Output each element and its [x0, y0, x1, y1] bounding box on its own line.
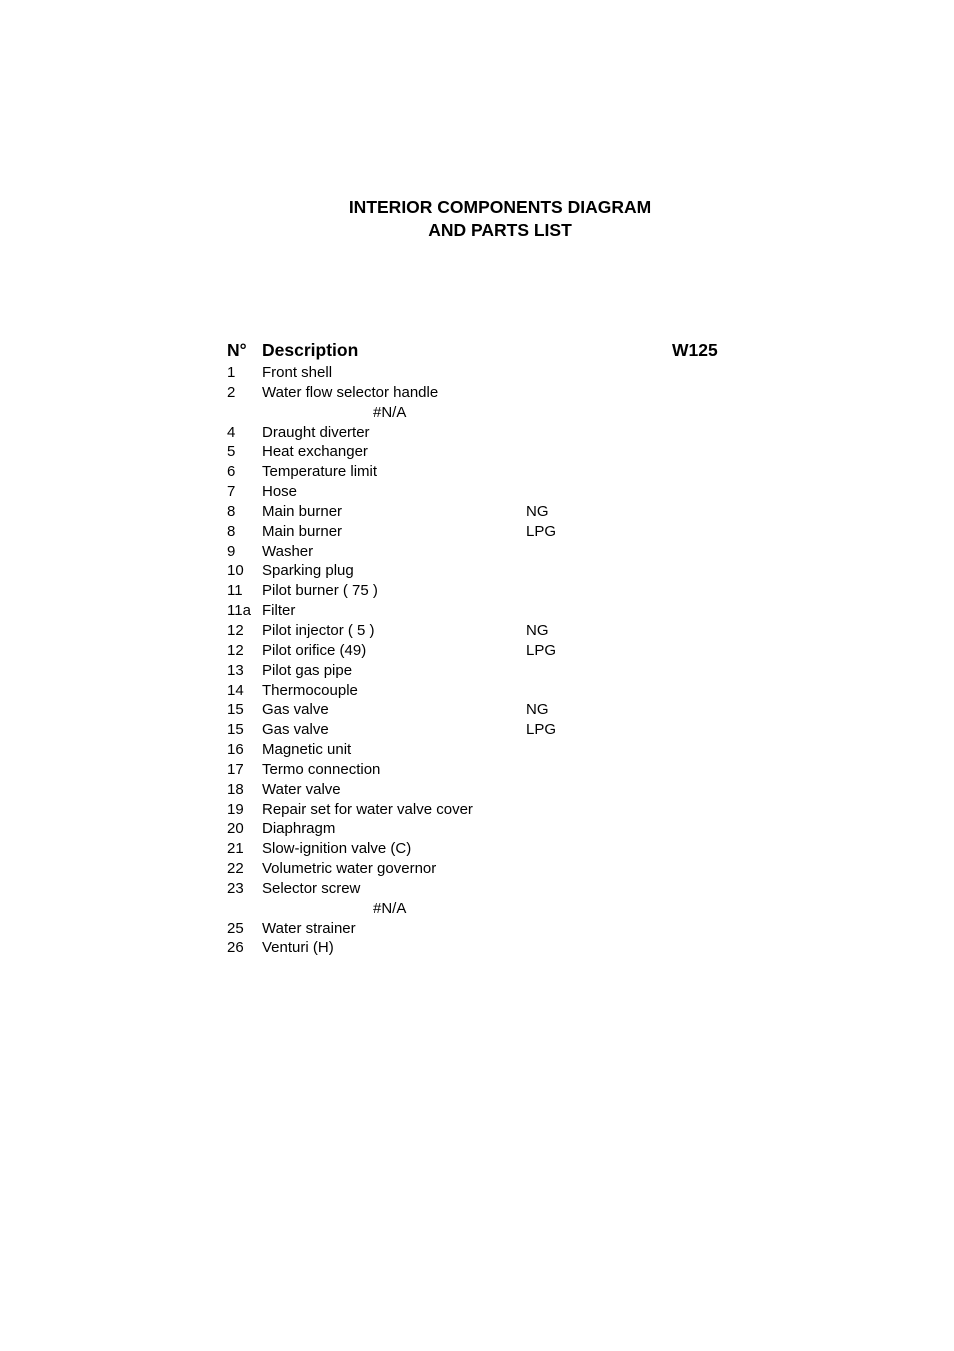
parts-table-body: [0, 363, 954, 958]
part-description-cell: Selector screw: [262, 879, 361, 897]
table-row: [0, 502, 954, 522]
part-description-cell: Repair set for water valve cover: [262, 800, 473, 818]
gas-type-cell: LPG: [526, 641, 557, 659]
na-cell: #N/A: [373, 403, 407, 421]
header-description: Description: [262, 340, 359, 360]
part-description-cell: Washer: [262, 542, 314, 560]
part-number-cell: 10: [227, 562, 244, 580]
gas-type-cell: LPG: [526, 721, 557, 739]
part-description-cell: Termo connection: [262, 760, 381, 778]
table-row: [0, 363, 954, 383]
gas-type-cell: NG: [526, 621, 549, 639]
part-number-cell: 17: [227, 760, 244, 778]
part-number-cell: 8: [227, 522, 236, 540]
table-row: [0, 780, 954, 800]
table-row: [0, 700, 954, 720]
table-row: [0, 423, 954, 443]
gas-type-cell: NG: [526, 701, 549, 719]
table-row: [0, 681, 954, 701]
part-number-cell: 2: [227, 383, 236, 401]
part-number-cell: 15: [227, 721, 244, 739]
part-description-cell: Main burner: [262, 522, 343, 540]
part-description-cell: Venturi (H): [262, 939, 334, 957]
part-number-cell: 14: [227, 681, 244, 699]
part-number-cell: 8: [227, 502, 236, 520]
part-number-cell: 13: [227, 661, 244, 679]
table-row: [0, 919, 954, 939]
table-row: [0, 720, 954, 740]
table-row: [0, 403, 954, 423]
part-description-cell: Slow-ignition valve (C): [262, 840, 412, 858]
table-row: [0, 442, 954, 462]
part-number-cell: 20: [227, 820, 244, 838]
gas-type-cell: NG: [526, 502, 549, 520]
page-title: [0, 196, 954, 242]
table-row: [0, 760, 954, 780]
part-number-cell: 9: [227, 542, 236, 560]
part-description-cell: Pilot gas pipe: [262, 661, 353, 679]
table-row: [0, 561, 954, 581]
page-title-line-2: AND PARTS LIST: [428, 220, 572, 240]
table-row: [0, 581, 954, 601]
part-number-cell: 19: [227, 800, 244, 818]
gas-type-cell: LPG: [526, 522, 557, 540]
table-row: [0, 661, 954, 681]
part-number-cell: 18: [227, 780, 244, 798]
na-cell: #N/A: [373, 899, 407, 917]
part-number-cell: 12: [227, 641, 244, 659]
table-row: [0, 938, 954, 958]
part-description-cell: Sparking plug: [262, 562, 354, 580]
table-row: [0, 819, 954, 839]
table-row: [0, 879, 954, 899]
table-row: [0, 522, 954, 542]
table-row: [0, 839, 954, 859]
part-description-cell: Water strainer: [262, 919, 356, 937]
part-description-cell: Water valve: [262, 780, 341, 798]
part-number-cell: 7: [227, 483, 236, 501]
table-row: [0, 601, 954, 621]
table-row: [0, 641, 954, 661]
part-number-cell: 26: [227, 939, 244, 957]
part-number-cell: 23: [227, 879, 244, 897]
part-description-cell: Front shell: [262, 364, 333, 381]
header-number: N°: [227, 340, 247, 360]
part-description-cell: Temperature limit: [262, 463, 378, 481]
part-description-cell: Draught diverter: [262, 423, 370, 441]
part-description-cell: Volumetric water governor: [262, 860, 437, 878]
part-number-cell: 5: [227, 443, 236, 461]
part-number-cell: 6: [227, 463, 236, 481]
header-model: W125: [672, 340, 718, 360]
part-description-cell: Gas valve: [262, 721, 329, 739]
part-number-cell: 16: [227, 741, 244, 759]
part-number-cell: 12: [227, 621, 244, 639]
table-row: [0, 899, 954, 919]
part-description-cell: Magnetic unit: [262, 741, 352, 759]
part-number-cell: 1: [227, 364, 236, 381]
part-number-cell: 22: [227, 860, 244, 878]
part-number-cell: 21: [227, 840, 244, 858]
part-description-cell: Gas valve: [262, 701, 329, 719]
part-description-cell: Pilot orifice (49): [262, 641, 367, 659]
parts-table-header: [0, 340, 954, 364]
part-description-cell: Pilot injector ( 5 ): [262, 621, 375, 639]
part-number-cell: 25: [227, 919, 244, 937]
part-number-cell: 15: [227, 701, 244, 719]
part-number-cell: 4: [227, 423, 236, 441]
table-row: [0, 482, 954, 502]
page-title-line-1: INTERIOR COMPONENTS DIAGRAM: [348, 197, 652, 217]
table-row: [0, 740, 954, 760]
part-description-cell: Heat exchanger: [262, 443, 368, 461]
part-description-cell: Filter: [262, 602, 296, 620]
table-row: [0, 462, 954, 482]
part-description-cell: Pilot burner ( 75 ): [262, 582, 378, 600]
table-row: [0, 542, 954, 562]
part-description-cell: Water flow selector handle: [262, 383, 439, 401]
part-number-cell: 11a: [227, 602, 251, 620]
table-row: [0, 800, 954, 820]
part-description-cell: Thermocouple: [262, 681, 358, 699]
table-row: [0, 859, 954, 879]
part-description-cell: Diaphragm: [262, 820, 336, 838]
table-row: [0, 383, 954, 403]
table-row: [0, 621, 954, 641]
part-description-cell: Main burner: [262, 502, 343, 520]
part-description-cell: Hose: [262, 483, 298, 501]
part-number-cell: 11: [227, 582, 243, 600]
